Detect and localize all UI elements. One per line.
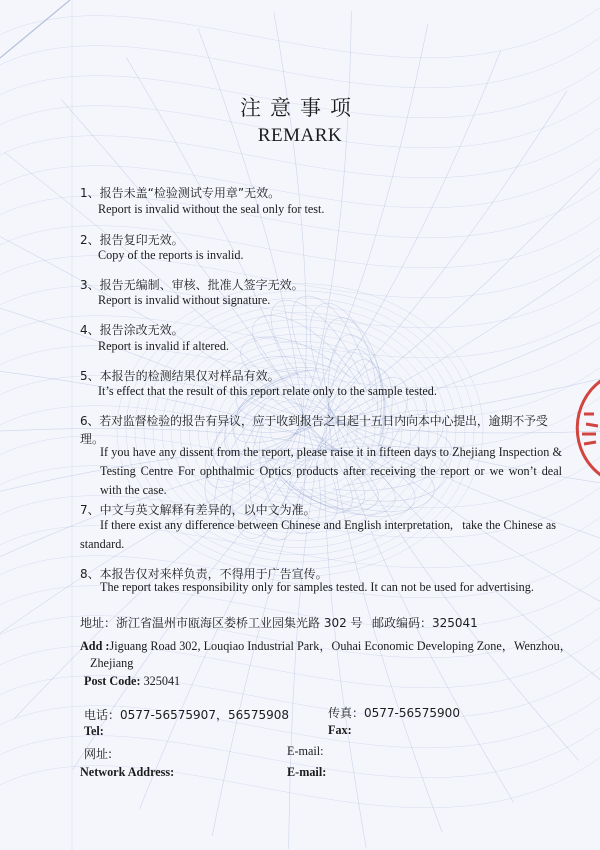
item-2-en: Copy of the reports is invalid. [98, 248, 244, 262]
email-english: E-mail: [287, 765, 327, 779]
item-2-zh: 2、报告复印无效。 [80, 233, 184, 247]
item-1-zh: 1、报告未盖“检验测试专用章”无效。 [80, 186, 281, 200]
item-8-zh: 8、本报告仅对来样负责，不得用于广告宣传。 [80, 567, 328, 581]
item-5-zh: 5、本报告的检测结果仅对样品有效。 [80, 369, 280, 383]
title-chinese: 注意事项 [240, 96, 360, 120]
item-7-en-line2: standard. [80, 537, 125, 551]
item-7-zh: 7、中文与英文解释有差异的，以中文为准。 [80, 503, 316, 517]
item-3-zh: 3、报告无编制、审核、批准人签字无效。 [80, 278, 304, 292]
website-english: Network Address: [80, 765, 175, 779]
address-chinese: 地址：浙江省温州市瓯海区娄桥工业园集光路 302 号 [80, 616, 363, 630]
fax-chinese: 传真：0577-56575900 [328, 706, 460, 720]
item-7-en-line1: If there exist any difference between Chinese and English interpretation, take the Chinese as [100, 518, 556, 532]
telephone-chinese: 电话：0577-56575907，56575908 [84, 708, 290, 722]
item-6-zh-line1: 6、若对监督检验的报告有异议，应于收到报告之日起十五日内向本中心提出，逾期不予受 [80, 414, 548, 428]
red-seal-stamp-fragment [562, 372, 600, 482]
item-6-en: If you have any dissent from the report, please raise it in fifteen days to Zhejiang Inspection & Testing Centre For ophthalmic Optics products after receiving the report or we won’t deal with the case. [100, 445, 562, 497]
title-english: REMARK [257, 125, 343, 146]
email-chinese: E-mail: [287, 744, 324, 758]
telephone-english: Tel: [84, 724, 104, 738]
website-chinese: 网址: [84, 747, 113, 761]
address-en-line1: Jiguang Road 302, Louqiao Industrial Park，Ouhai Economic Developing Zone，Wenzhou， [109, 639, 572, 653]
postcode-en-label: Post Code: [84, 674, 141, 688]
fax-english: Fax: [328, 723, 352, 737]
postcode-en-value: 325041 [143, 674, 181, 688]
item-3-en: Report is invalid without signature. [98, 293, 271, 307]
item-8-en: The report takes responsibility only for samples tested. It can not be used for advertising. [100, 580, 534, 594]
postcode-chinese: 邮政编码：325041 [372, 616, 478, 630]
address-en-label: Add : [80, 639, 110, 653]
item-6-zh-line2: 理。 [80, 432, 105, 446]
item-4-en: Report is invalid if altered. [98, 339, 229, 353]
item-5-en: It’s effect that the result of this report relate only to the sample tested. [98, 384, 437, 398]
address-en-line2: Zhejiang [90, 656, 134, 670]
item-4-zh: 4、报告涂改无效。 [80, 323, 184, 337]
item-1-en: Report is invalid without the seal only for test. [98, 202, 325, 216]
